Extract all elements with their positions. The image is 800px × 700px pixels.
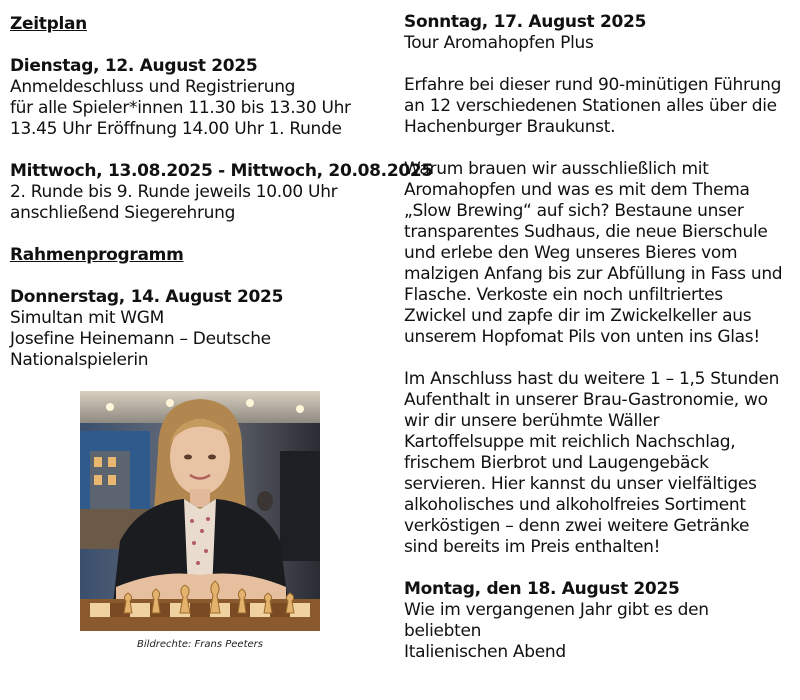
donnerstag-date: Donnerstag, 14. August 2025 [10, 287, 284, 307]
donnerstag-line: Simultan mit WGM [10, 308, 165, 328]
montag-date: Montag, den 18. August 2025 [404, 579, 680, 599]
zeitplan-heading: Zeitplan [10, 14, 87, 34]
paragraph-line: wir dir unsere berühmte Wäller [404, 411, 660, 431]
montag-line: beliebten [404, 621, 482, 641]
dienstag-line: Anmeldeschluss und Registrierung [10, 77, 296, 97]
paragraph-line: frischem Bierbrot und Laugengebäck [404, 453, 709, 473]
mittwoch-date: Mittwoch, 13.08.2025 - Mittwoch, 20.08.2025 [10, 161, 433, 181]
dienstag-line: 13.45 Uhr Eröffnung 14.00 Uhr 1. Runde [10, 119, 342, 139]
donnerstag-line: Josefine Heinemann – Deutsche [10, 329, 271, 349]
photo-caption: Bildrechte: Frans Peeters [137, 639, 263, 650]
player-photo [80, 391, 320, 631]
paragraph-line: alkoholisches und alkoholfreies Sortiment [404, 495, 746, 515]
sonntag-date: Sonntag, 17. August 2025 [404, 12, 647, 32]
paragraph-line: Hachenburger Braukunst. [404, 117, 616, 137]
mittwoch-line: 2. Runde bis 9. Runde jeweils 10.00 Uhr [10, 182, 338, 202]
paragraph-line: Aromahopfen und was es mit dem Thema [404, 180, 750, 200]
paragraph-line: servieren. Hier kannst du unser vielfältiges [404, 474, 757, 494]
paragraph-line: Flasche. Verkoste ein noch unfiltriertes [404, 285, 723, 305]
paragraph-line: und erlebe den Weg unseres Bieres vom [404, 243, 738, 263]
paragraph-line: sind bereits im Preis enthalten! [404, 537, 661, 557]
player-photo-illustration [80, 391, 320, 631]
dienstag-line: für alle Spieler*innen 11.30 bis 13.30 Uhr [10, 98, 351, 118]
left-column [10, 14, 433, 371]
paragraph-line: „Slow Brewing“ auf sich? Bestaune unser [404, 201, 744, 221]
montag-line: Wie im vergangenen Jahr gibt es den [404, 600, 709, 620]
paragraph-line: malzigen Anfang bis zur Abfüllung in Fass und [404, 264, 783, 284]
paragraph-line: Kartoffelsuppe mit reichlich Nachschlag, [404, 432, 736, 452]
mittwoch-line: anschließend Siegerehrung [10, 203, 236, 223]
montag-line: Italienischen Abend [404, 642, 566, 662]
paragraph-line: an 12 verschiedenen Stationen alles über die [404, 96, 777, 116]
paragraph-line: transparentes Sudhaus, die neue Bierschule [404, 222, 768, 242]
paragraph-line: Aufenthalt in unserer Brau-Gastronomie, wo [404, 390, 768, 410]
rahmenprogramm-heading: Rahmenprogramm [10, 245, 184, 265]
paragraph-line: Erfahre bei dieser rund 90-minütigen Führung [404, 75, 782, 95]
paragraph-line: unserem Hopfomat Pils von unten ins Glas! [404, 327, 760, 347]
right-column [404, 12, 794, 663]
sonntag-title: Tour Aromahopfen Plus [404, 33, 594, 53]
dienstag-date: Dienstag, 12. August 2025 [10, 56, 258, 76]
paragraph-line: Im Anschluss hast du weitere 1 – 1,5 Stunden [404, 369, 780, 389]
donnerstag-line: Nationalspielerin [10, 350, 149, 370]
paragraph-line: Warum brauen wir ausschließlich mit [404, 159, 709, 179]
paragraph-line: Zwickel und zapfe dir im Zwickelkeller aus [404, 306, 752, 326]
paragraph-line: verköstigen – denn zwei weitere Getränke [404, 516, 750, 536]
